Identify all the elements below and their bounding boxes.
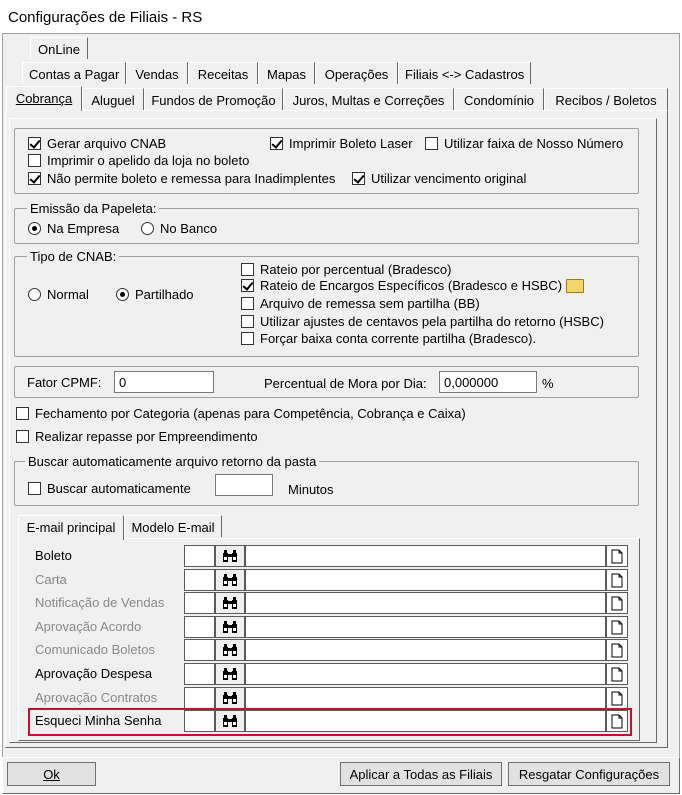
radio-icon [28, 288, 41, 301]
highlight-esqueci-senha [28, 708, 632, 736]
email-row-description-field[interactable] [245, 639, 606, 661]
email-row-label: Carta [35, 572, 67, 587]
fator-cpmf-input[interactable]: 0 [114, 371, 214, 393]
tab-recibos-boletos[interactable]: Recibos / Boletos [544, 88, 668, 110]
radio-icon [116, 288, 129, 301]
fator-cpmf-label: Fator CPMF: [27, 375, 102, 390]
tab-email-principal[interactable]: E-mail principal [18, 515, 124, 540]
radio-icon [141, 222, 154, 235]
radio-icon [28, 222, 41, 235]
binoculars-icon[interactable] [215, 687, 245, 709]
emissao-title: Emissão da Papeleta: [27, 201, 159, 216]
email-row-code-field[interactable] [184, 569, 215, 591]
fechamento-categoria-checkbox[interactable]: Fechamento por Categoria (apenas para Competência, Cobrança e Caixa) [16, 406, 466, 421]
email-row-code-field[interactable] [184, 545, 215, 567]
checkbox-icon [241, 263, 254, 276]
tab-contas-a-pagar[interactable]: Contas a Pagar [22, 62, 126, 84]
document-icon[interactable] [606, 663, 628, 685]
tab-online[interactable]: OnLine [30, 37, 88, 59]
checkbox-icon [241, 332, 254, 345]
email-row-label: Aprovação Despesa [35, 666, 153, 681]
email-row-label: Boleto [35, 548, 72, 563]
binoculars-icon[interactable] [215, 569, 245, 591]
email-row-code-field[interactable] [184, 639, 215, 661]
email-row-label: Aprovação Acordo [35, 619, 142, 634]
tipo-cnab-title: Tipo de CNAB: [27, 249, 119, 264]
buscar-automaticamente-checkbox[interactable]: Buscar automaticamente [28, 481, 191, 496]
tab-operacoes[interactable]: Operações [315, 62, 398, 84]
ok-button[interactable]: Ok [7, 762, 96, 786]
email-row-code-field[interactable] [184, 687, 215, 709]
checkbox-icon [352, 172, 365, 185]
apelido-loja-checkbox[interactable]: Imprimir o apelido da loja no boleto [28, 153, 249, 168]
checkbox-icon [425, 137, 438, 150]
email-row-code-field[interactable] [184, 616, 215, 638]
forcar-baixa-checkbox[interactable]: Forçar baixa conta corrente partilha (Bradesco). [241, 331, 536, 346]
checkbox-icon [241, 297, 254, 310]
window-title: Configurações de Filiais - RS [0, 0, 682, 33]
email-row-label: Comunicado Boletos [35, 642, 155, 657]
ajuste-centavos-checkbox[interactable]: Utilizar ajustes de centavos pela partilha do retorno (HSBC) [241, 314, 604, 329]
checkbox-icon [241, 279, 254, 292]
mora-input[interactable]: 0,000000 [439, 371, 537, 393]
apply-all-button[interactable]: Aplicar a Todas as Filiais [340, 762, 502, 786]
mora-unit: % [542, 376, 554, 391]
inadimplentes-checkbox[interactable]: Não permite boleto e remessa para Inadimplentes [28, 171, 335, 186]
retorno-title: Buscar automaticamente arquivo retorno da pasta [25, 454, 319, 469]
document-icon[interactable] [606, 639, 628, 661]
vencimento-original-checkbox[interactable]: Utilizar vencimento original [352, 171, 526, 186]
tab-cobranca[interactable]: Cobrança [6, 86, 82, 111]
email-row-description-field[interactable] [245, 663, 606, 685]
tab-condominio[interactable]: Condomínio [454, 88, 544, 110]
checkbox-icon [241, 315, 254, 328]
rateio-encargos-checkbox[interactable]: Rateio de Encargos Específicos (Bradesco e HSBC) [241, 278, 584, 293]
email-row-description-field[interactable] [245, 569, 606, 591]
checkbox-icon [270, 137, 283, 150]
email-row-label: Notificação de Vendas [35, 595, 165, 610]
checkbox-icon [28, 482, 41, 495]
document-icon[interactable] [606, 592, 628, 614]
email-row-description-field[interactable] [245, 616, 606, 638]
tab-fundos-promocao[interactable]: Fundos de Promoção [144, 88, 283, 110]
email-row-description-field[interactable] [245, 592, 606, 614]
mora-label: Percentual de Mora por Dia: [264, 376, 427, 391]
document-icon[interactable] [606, 616, 628, 638]
tab-vendas[interactable]: Vendas [126, 62, 188, 84]
binoculars-icon[interactable] [215, 592, 245, 614]
tab-juros-multas[interactable]: Juros, Multas e Correções [283, 88, 454, 110]
binoculars-icon[interactable] [215, 545, 245, 567]
document-icon[interactable] [606, 569, 628, 591]
tab-aluguel[interactable]: Aluguel [82, 88, 144, 110]
cnab-normal-radio[interactable]: Normal [28, 287, 89, 302]
document-icon[interactable] [606, 687, 628, 709]
binoculars-icon[interactable] [215, 616, 245, 638]
checkbox-icon [16, 407, 29, 420]
email-row-description-field[interactable] [245, 545, 606, 567]
email-row-code-field[interactable] [184, 592, 215, 614]
emissao-na-empresa-radio[interactable]: Na Empresa [28, 221, 119, 236]
imprimir-laser-checkbox[interactable]: Imprimir Boleto Laser [270, 136, 413, 151]
checkbox-icon [28, 154, 41, 167]
checkbox-icon [28, 137, 41, 150]
repasse-empreendimento-checkbox[interactable]: Realizar repasse por Empreendimento [16, 429, 258, 444]
tab-receitas[interactable]: Receitas [188, 62, 258, 84]
remessa-sem-partilha-checkbox[interactable]: Arquivo de remessa sem partilha (BB) [241, 296, 480, 311]
checkbox-icon [28, 172, 41, 185]
email-row-label: Esqueci Minha Senha [35, 713, 162, 728]
restore-button[interactable]: Resgatar Configurações [508, 762, 670, 786]
minutos-input[interactable] [215, 474, 273, 496]
gerar-cnab-checkbox[interactable]: Gerar arquivo CNAB [28, 136, 166, 151]
binoculars-icon[interactable] [215, 639, 245, 661]
emissao-no-banco-radio[interactable]: No Banco [141, 221, 217, 236]
tab-mapas[interactable]: Mapas [258, 62, 315, 84]
rateio-percentual-checkbox[interactable]: Rateio por percentual (Bradesco) [241, 262, 452, 277]
binoculars-icon[interactable] [215, 663, 245, 685]
faixa-nosso-numero-checkbox[interactable]: Utilizar faixa de Nosso Número [425, 136, 623, 151]
email-row-label: Aprovação Contratos [35, 690, 158, 705]
cnab-partilhado-radio[interactable]: Partilhado [116, 287, 194, 302]
minutos-label: Minutos [288, 482, 334, 497]
email-row-description-field[interactable] [245, 687, 606, 709]
tab-modelo-email[interactable]: Modelo E-mail [124, 515, 222, 537]
checkbox-icon [16, 430, 29, 443]
email-row-code-field[interactable] [184, 663, 215, 685]
document-icon[interactable] [606, 545, 628, 567]
tab-filiais-cadastros[interactable]: Filiais <-> Cadastros [398, 62, 531, 84]
folder-icon[interactable] [566, 279, 584, 293]
